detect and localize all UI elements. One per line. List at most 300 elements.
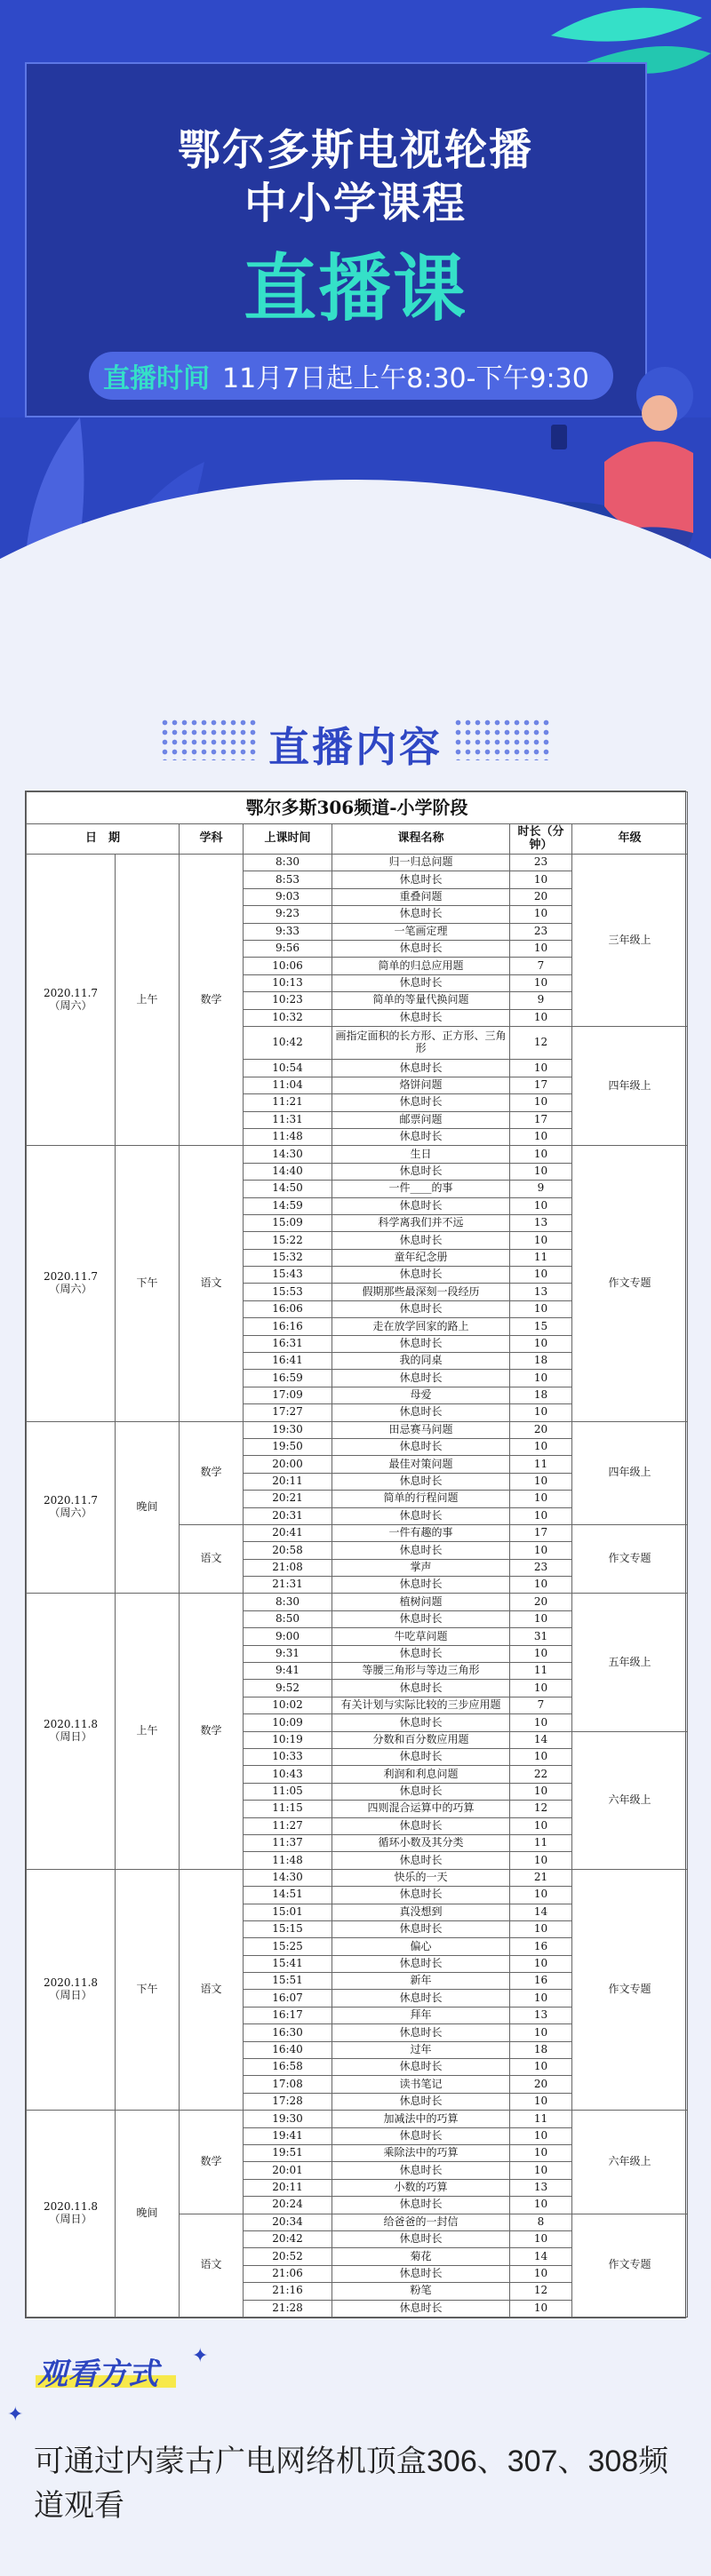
course-cell: 休息时长 [332,2059,510,2076]
duration-cell: 9 [510,992,572,1009]
duration-cell: 10 [510,2300,572,2318]
time-cell: 17:27 [244,1404,332,1421]
grade-cell: 三年级上 [572,855,688,1027]
duration-cell: 10 [510,1783,572,1800]
course-cell: 休息时长 [332,1783,510,1800]
time-cell: 16:30 [244,2024,332,2041]
schedule-table [26,791,688,2318]
time-cell: 15:43 [244,1267,332,1284]
duration-cell: 18 [510,1387,572,1403]
subject-cell: 语文 [180,1524,244,1594]
time-cell: 10:54 [244,1060,332,1077]
duration-cell: 9 [510,1181,572,1197]
duration-cell: 10 [510,1990,572,2007]
time-cell: 11:04 [244,1077,332,1093]
live-time-label: 直播时间 [103,363,210,394]
course-cell: 母爱 [332,1387,510,1403]
course-cell: 菊花 [332,2248,510,2265]
duration-cell: 18 [510,1353,572,1370]
time-cell: 10:13 [244,974,332,991]
time-cell: 9:23 [244,906,332,923]
time-cell: 15:25 [244,1938,332,1955]
table-row [27,855,688,871]
duration-cell: 21 [510,1869,572,1886]
period-cell: 上午 [116,1594,180,1869]
duration-cell: 10 [510,1887,572,1904]
period-cell: 下午 [116,1869,180,2110]
course-cell: 真没想到 [332,1904,510,1920]
duration-cell: 23 [510,855,572,871]
time-cell: 15:15 [244,1920,332,1937]
time-cell: 8:30 [244,1594,332,1610]
course-cell: 我的同桌 [332,1353,510,1370]
course-cell: 休息时长 [332,1197,510,1214]
time-cell: 16:40 [244,2041,332,2058]
duration-cell: 10 [510,1370,572,1387]
course-cell: 休息时长 [332,2197,510,2214]
course-cell: 过年 [332,2041,510,2058]
course-cell: 休息时长 [332,1680,510,1697]
course-cell: 休息时长 [332,1232,510,1249]
course-cell: 休息时长 [332,1438,510,1455]
course-cell: 休息时长 [332,1473,510,1490]
duration-cell: 10 [510,1645,572,1662]
course-cell: 简单的归总应用题 [332,958,510,974]
subject-cell: 数学 [180,1421,244,1524]
grade-cell: 作文专题 [572,1146,688,1421]
time-cell: 17:28 [244,2093,332,2110]
duration-cell: 10 [510,940,572,957]
table-row [27,1421,688,1438]
duration-cell: 10 [510,1197,572,1214]
grade-cell: 六年级上 [572,2111,688,2214]
time-cell: 16:41 [244,1353,332,1370]
time-cell: 9:56 [244,940,332,957]
duration-cell: 11 [510,1834,572,1851]
duration-cell: 23 [510,923,572,940]
time-cell: 20:01 [244,2162,332,2179]
period-cell: 下午 [116,1146,180,1421]
time-cell: 11:15 [244,1801,332,1817]
title-line-1: 鄂尔多斯电视轮播 [177,125,533,175]
course-cell: 假期那些最深刻一段经历 [332,1284,510,1300]
duration-cell: 11 [510,2111,572,2127]
course-cell: 等腰三角形与等边三角形 [332,1663,510,1680]
course-cell: 四则混合运算中的巧算 [332,1801,510,1817]
duration-cell: 10 [510,2144,572,2161]
duration-cell: 10 [510,1610,572,1627]
course-cell: 休息时长 [332,1645,510,1662]
duration-cell: 10 [510,871,572,888]
duration-cell: 12 [510,2283,572,2300]
duration-cell: 16 [510,1938,572,1955]
duration-cell: 13 [510,1214,572,1231]
sparkle-icon: ✦ [192,2345,209,2367]
time-cell: 17:08 [244,2076,332,2093]
time-cell: 15:53 [244,1284,332,1300]
duration-cell: 14 [510,1731,572,1748]
time-cell: 16:58 [244,2059,332,2076]
table-row [27,1146,688,1163]
course-cell: 分数和百分数应用题 [332,1731,510,1748]
duration-cell: 10 [510,1146,572,1163]
course-cell: 粉笔 [332,2283,510,2300]
table-row [27,1869,688,1886]
course-cell: 小数的巧算 [332,2179,510,2196]
subject-cell: 数学 [180,2111,244,2214]
col-header-subject: 学科 [180,824,244,855]
duration-cell: 13 [510,2179,572,2196]
course-cell: 童年纪念册 [332,1249,510,1266]
time-cell: 9:31 [244,1645,332,1662]
course-cell: 烙饼问题 [332,1077,510,1093]
course-cell: 植树问题 [332,1594,510,1610]
schedule-table-wrap [25,791,686,2318]
duration-cell: 10 [510,2093,572,2110]
duration-cell: 10 [510,1920,572,1937]
course-cell: 一笔画定理 [332,923,510,940]
duration-cell: 10 [510,1680,572,1697]
date-cell: 2020.11.7 （周六） [27,1146,116,1421]
course-cell: 休息时长 [332,1990,510,2007]
duration-cell: 10 [510,1955,572,1972]
course-cell: 休息时长 [332,1749,510,1766]
course-cell: 休息时长 [332,2300,510,2318]
time-cell: 16:07 [244,1990,332,2007]
time-cell: 10:23 [244,992,332,1009]
duration-cell: 10 [510,1491,572,1507]
time-cell: 15:51 [244,1973,332,1990]
grade-cell: 四年级上 [572,1421,688,1524]
table-row [27,1594,688,1610]
course-cell: 休息时长 [332,1714,510,1731]
duration-cell: 23 [510,1559,572,1576]
course-cell: 休息时长 [332,1610,510,1627]
course-cell: 休息时长 [332,1335,510,1352]
duration-cell: 20 [510,1421,572,1438]
course-cell: 偏心 [332,1938,510,1955]
course-cell: 简单的等量代换问题 [332,992,510,1009]
time-cell: 20:24 [244,2197,332,2214]
course-cell: 休息时长 [332,1955,510,1972]
date-cell: 2020.11.7 （周六） [27,1421,116,1594]
duration-cell: 10 [510,1232,572,1249]
time-cell: 11:27 [244,1817,332,1834]
title-line-2: 中小学课程 [244,179,467,228]
duration-cell: 15 [510,1318,572,1335]
time-cell: 11:31 [244,1111,332,1128]
col-header-date: 日 期 [27,824,180,855]
course-cell: 休息时长 [332,1920,510,1937]
time-cell: 11:48 [244,1128,332,1145]
time-cell: 9:00 [244,1628,332,1645]
duration-cell: 22 [510,1766,572,1783]
time-cell: 10:02 [244,1697,332,1713]
duration-cell: 31 [510,1628,572,1645]
time-cell: 16:17 [244,2007,332,2023]
date-cell: 2020.11.8 （周日） [27,1869,116,2110]
grade-cell: 四年级上 [572,1026,688,1145]
time-cell: 14:50 [244,1181,332,1197]
course-cell: 休息时长 [332,1404,510,1421]
time-cell: 8:50 [244,1610,332,1627]
grade-cell: 作文专题 [572,1524,688,1594]
course-cell: 休息时长 [332,1852,510,1869]
course-cell: 新年 [332,1973,510,1990]
course-cell: 生日 [332,1146,510,1163]
time-cell: 21:06 [244,2265,332,2282]
grade-cell: 六年级上 [572,1731,688,1869]
course-cell: 休息时长 [332,1128,510,1145]
time-cell: 15:32 [244,1249,332,1266]
period-cell: 晚间 [116,2111,180,2318]
course-cell: 最佳对策问题 [332,1456,510,1473]
course-cell: 休息时长 [332,2265,510,2282]
course-cell: 一件有趣的事 [332,1524,510,1541]
col-header-duration: 时长（分钟） [510,824,572,855]
duration-cell: 13 [510,2007,572,2023]
section-title: 直播内容 [268,723,443,771]
course-cell: 休息时长 [332,1507,510,1524]
live-time-value: 11月7日起上午8:30-下午9:30 [222,363,589,394]
time-cell: 20:21 [244,1491,332,1507]
title-line-3: 直播课 [243,247,467,331]
duration-cell: 10 [510,2230,572,2247]
date-cell: 2020.11.8 （周日） [27,1594,116,1869]
course-cell: 有关计划与实际比较的三步应用题 [332,1697,510,1713]
course-cell: 休息时长 [332,1577,510,1594]
col-header-grade: 年级 [572,824,688,855]
duration-cell: 8 [510,2214,572,2230]
time-cell: 20:11 [244,2179,332,2196]
course-cell: 重叠问题 [332,888,510,905]
duration-cell: 10 [510,1163,572,1180]
course-cell: 休息时长 [332,1060,510,1077]
time-cell: 15:09 [244,1214,332,1231]
course-cell: 简单的行程问题 [332,1491,510,1507]
course-cell: 休息时长 [332,2162,510,2179]
date-cell: 2020.11.8 （周日） [27,2111,116,2318]
time-cell: 14:51 [244,1887,332,1904]
duration-cell: 16 [510,1973,572,1990]
duration-cell: 10 [510,1817,572,1834]
subject-cell: 数学 [180,1594,244,1869]
course-cell: 掌声 [332,1559,510,1576]
hero-banner [0,0,711,711]
time-cell: 21:28 [244,2300,332,2318]
time-cell: 16:16 [244,1318,332,1335]
course-cell: 走在放学回家的路上 [332,1318,510,1335]
time-cell: 21:16 [244,2283,332,2300]
duration-cell: 11 [510,1249,572,1266]
time-cell: 15:01 [244,1904,332,1920]
duration-cell: 20 [510,888,572,905]
time-cell: 8:53 [244,871,332,888]
duration-cell: 17 [510,1111,572,1128]
time-cell: 20:42 [244,2230,332,2247]
duration-cell: 10 [510,906,572,923]
time-cell: 20:41 [244,1524,332,1541]
duration-cell: 10 [510,1128,572,1145]
time-cell: 20:00 [244,1456,332,1473]
course-cell: 循环小数及其分类 [332,1834,510,1851]
course-cell: 快乐的一天 [332,1869,510,1886]
duration-cell: 13 [510,1284,572,1300]
time-cell: 10:33 [244,1749,332,1766]
time-cell: 14:59 [244,1197,332,1214]
course-cell: 邮票问题 [332,1111,510,1128]
time-cell: 21:31 [244,1577,332,1594]
time-cell: 15:41 [244,1955,332,1972]
course-cell: 拜年 [332,2007,510,2023]
period-cell: 晚间 [116,1421,180,1594]
duration-cell: 18 [510,2041,572,2058]
duration-cell: 10 [510,2162,572,2179]
grade-cell: 作文专题 [572,1869,688,2110]
grade-cell: 五年级上 [572,1594,688,1731]
grade-cell: 作文专题 [572,2214,688,2317]
col-header-time: 上课时间 [244,824,332,855]
time-cell: 8:30 [244,855,332,871]
duration-cell: 17 [510,1077,572,1093]
duration-cell: 10 [510,1060,572,1077]
duration-cell: 20 [510,1594,572,1610]
date-cell: 2020.11.7 （周六） [27,855,116,1146]
course-cell: 休息时长 [332,1887,510,1904]
course-cell: 休息时长 [332,1542,510,1559]
duration-cell: 10 [510,2024,572,2041]
duration-cell: 17 [510,1524,572,1541]
time-cell: 11:37 [244,1834,332,1851]
time-cell: 19:51 [244,2144,332,2161]
time-cell: 20:34 [244,2214,332,2230]
time-cell: 11:21 [244,1094,332,1111]
course-cell: 一件____的事 [332,1181,510,1197]
course-cell: 科学离我们并不远 [332,1214,510,1231]
time-cell: 20:52 [244,2248,332,2265]
time-cell: 9:03 [244,888,332,905]
subject-cell: 语文 [180,1869,244,2110]
time-cell: 19:30 [244,2111,332,2127]
time-cell: 16:06 [244,1300,332,1317]
duration-cell: 14 [510,2248,572,2265]
duration-cell: 12 [510,1026,572,1059]
duration-cell: 10 [510,1473,572,1490]
time-cell: 20:31 [244,1507,332,1524]
course-cell: 休息时长 [332,940,510,957]
time-cell: 10:06 [244,958,332,974]
duration-cell: 10 [510,1507,572,1524]
course-cell: 休息时长 [332,2024,510,2041]
duration-cell: 10 [510,974,572,991]
watch-method-text: 可通过内蒙古广电网络机顶盒306、307、308频道观看 [34,2445,669,2523]
course-cell: 休息时长 [332,1817,510,1834]
time-cell: 10:32 [244,1009,332,1026]
time-cell: 16:59 [244,1370,332,1387]
course-cell: 休息时长 [332,906,510,923]
duration-cell: 11 [510,1663,572,1680]
time-cell: 10:42 [244,1026,332,1059]
course-cell: 休息时长 [332,1300,510,1317]
course-cell: 休息时长 [332,2127,510,2144]
duration-cell: 10 [510,1714,572,1731]
col-header-course: 课程名称 [332,824,510,855]
duration-cell: 10 [510,1335,572,1352]
duration-cell: 10 [510,1267,572,1284]
course-cell: 加减法中的巧算 [332,2111,510,2127]
time-cell: 14:30 [244,1146,332,1163]
duration-cell: 10 [510,1542,572,1559]
course-cell: 画指定面积的长方形、正方形、三角形 [332,1026,510,1059]
duration-cell: 10 [510,1577,572,1594]
time-cell: 14:40 [244,1163,332,1180]
duration-cell: 14 [510,1904,572,1920]
duration-cell: 7 [510,1697,572,1713]
duration-cell: 10 [510,1438,572,1455]
course-cell: 读书笔记 [332,2076,510,2093]
time-cell: 9:52 [244,1680,332,1697]
course-cell: 休息时长 [332,871,510,888]
duration-cell: 11 [510,1456,572,1473]
time-cell: 10:19 [244,1731,332,1748]
duration-cell: 10 [510,2059,572,2076]
duration-cell: 20 [510,2076,572,2093]
period-cell: 上午 [116,855,180,1146]
duration-cell: 10 [510,2127,572,2144]
sparkle-icon: ✦ [7,2404,24,2426]
subject-cell: 语文 [180,1146,244,1421]
course-cell: 牛吃草问题 [332,1628,510,1645]
course-cell: 休息时长 [332,1370,510,1387]
duration-cell: 10 [510,2265,572,2282]
time-cell: 11:48 [244,1852,332,1869]
course-cell: 休息时长 [332,1009,510,1026]
time-cell: 19:41 [244,2127,332,2144]
course-cell: 休息时长 [332,1267,510,1284]
time-cell: 9:41 [244,1663,332,1680]
course-cell: 利润和利息问题 [332,1766,510,1783]
duration-cell: 10 [510,1404,572,1421]
duration-cell: 10 [510,1749,572,1766]
course-cell: 休息时长 [332,2093,510,2110]
time-cell: 9:33 [244,923,332,940]
time-cell: 20:58 [244,1542,332,1559]
duration-cell: 10 [510,1009,572,1026]
time-cell: 21:08 [244,1559,332,1576]
table-caption: 鄂尔多斯306频道-小学阶段 [27,792,688,824]
time-cell: 10:09 [244,1714,332,1731]
duration-cell: 10 [510,1300,572,1317]
course-cell: 休息时长 [332,2230,510,2247]
course-cell: 休息时长 [332,1094,510,1111]
duration-cell: 10 [510,1094,572,1111]
time-cell: 14:30 [244,1869,332,1886]
subject-cell: 数学 [180,855,244,1146]
duration-cell: 7 [510,958,572,974]
time-cell: 17:09 [244,1387,332,1403]
course-cell: 归一归总问题 [332,855,510,871]
time-cell: 19:30 [244,1421,332,1438]
time-cell: 11:05 [244,1783,332,1800]
course-cell: 田忌赛马问题 [332,1421,510,1438]
time-cell: 10:43 [244,1766,332,1783]
duration-cell: 10 [510,1852,572,1869]
time-cell: 15:22 [244,1232,332,1249]
time-cell: 16:31 [244,1335,332,1352]
course-cell: 休息时长 [332,974,510,991]
course-cell: 乘除法中的巧算 [332,2144,510,2161]
time-cell: 20:11 [244,1473,332,1490]
